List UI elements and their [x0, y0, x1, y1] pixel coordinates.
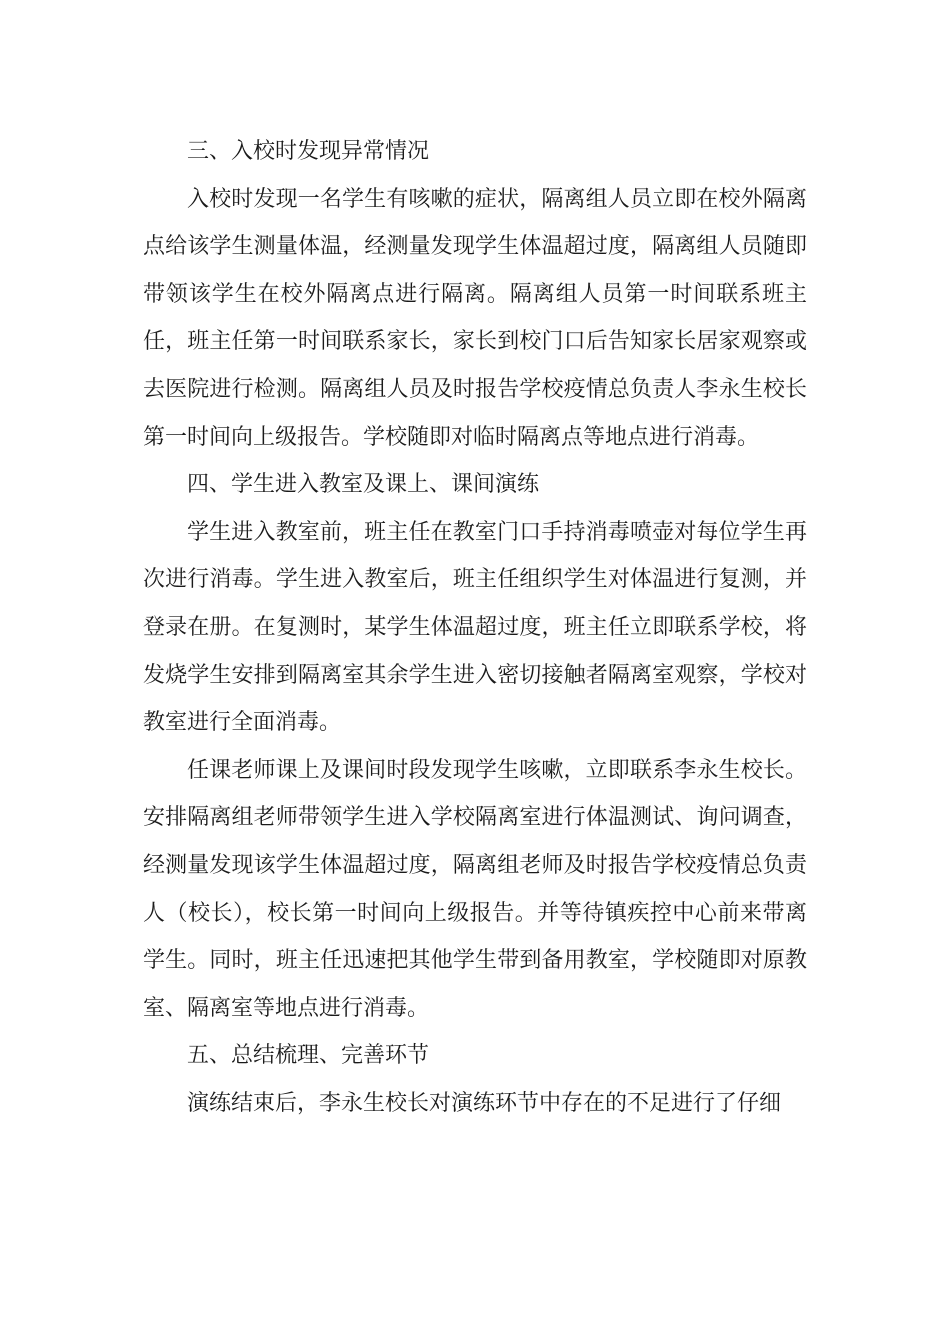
section-4-paragraph-1: 学生进入教室前，班主任在教室门口手持消毒喷壶对每位学生再次进行消毒。学生进入教室后，班主任组织学生对体温进行复测，并登录在册。在复测时，某学生体温超过度，班主任立即联系学校，将发烧学生安排到隔离室其余学生进入密切接触者隔离室观察，学校对教室进行全面消毒。	[143, 519, 807, 736]
section-3-paragraph-1: 入校时发现一名学生有咳嗽的症状，隔离组人员立即在校外隔离点给该学生测量体温，经测量发现学生体温超过度，隔离组人员随即带领该学生在校外隔离点进行隔离。隔离组人员第一时间联系班主任，班主任第一时间联系家长，家长到校门口后告知家长居家观察或去医院进行检测。隔离组人员及时报告学校疫情总负责人李永生校长第一时间向上级报告。学校随即对临时隔离点等地点进行消毒。	[143, 186, 807, 450]
section-5-paragraph-1: 演练结束后，李永生校长对演练环节中存在的不足进行了仔细	[187, 1090, 782, 1116]
section-4-paragraph-2: 任课老师课上及课间时段发现学生咳嗽，立即联系李永生校长。安排隔离组老师带领学生进入学校隔离室进行体温测试、询问调查，经测量发现该学生体温超过度，隔离组老师及时报告学校疫情总负责人（校长），校长第一时间向上级报告。并等待镇疾控中心前来带离学生。同时，班主任迅速把其他学生带到备用教室，学校随即对原教室、隔离室等地点进行消毒。	[143, 757, 807, 1021]
document-body	[143, 128, 807, 1127]
section-heading-5: 五、总结梳理、完善环节	[187, 1043, 430, 1069]
section-heading-4: 四、学生进入教室及课上、课间演练	[187, 472, 540, 498]
section-heading-3: 三、入校时发现异常情况	[187, 139, 430, 164]
